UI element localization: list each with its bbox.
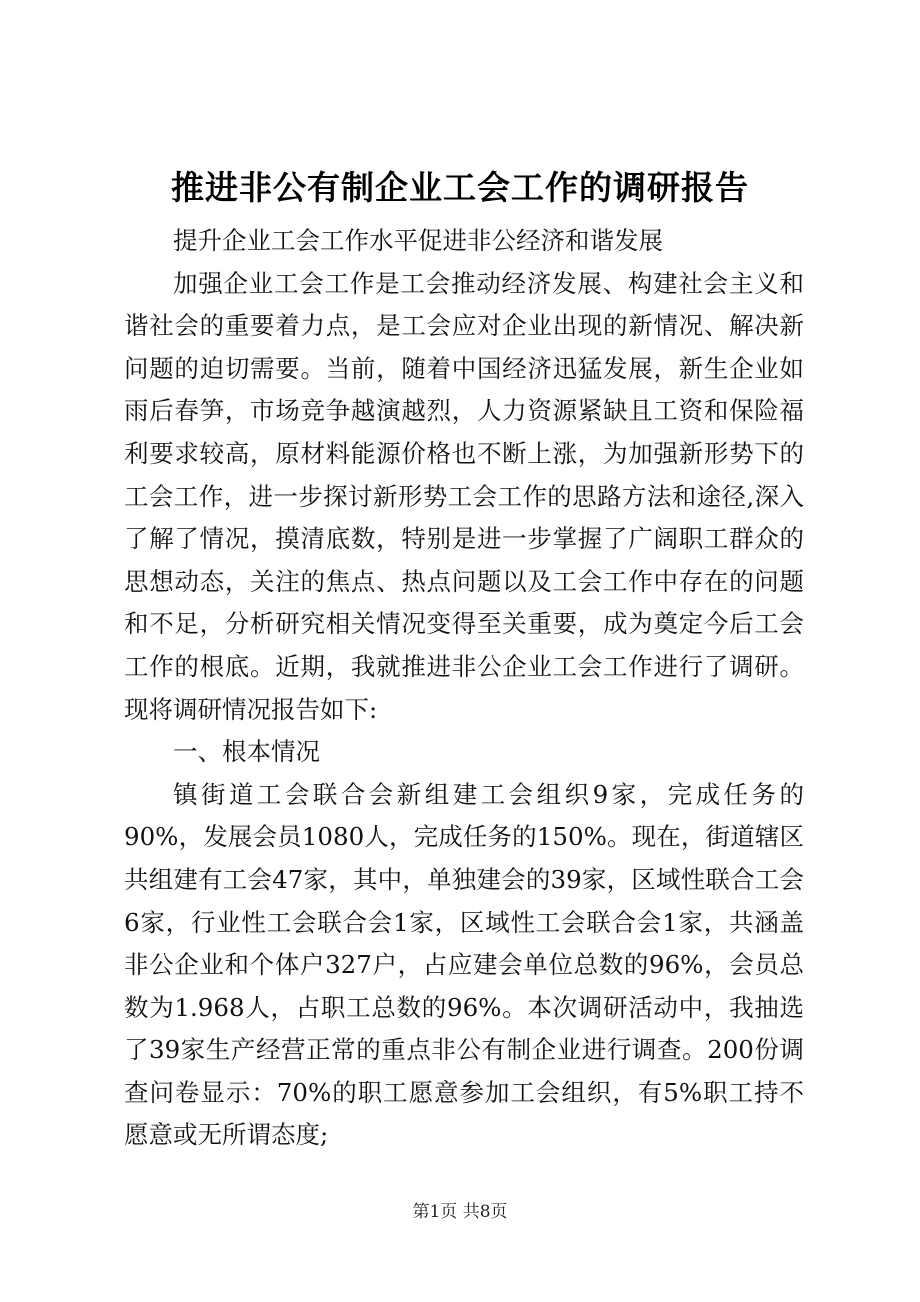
document-title: 推进非公有制企业工会工作的调研报告: [171, 168, 749, 207]
document-body: [124, 220, 804, 1157]
section-heading: 一、根本情况: [173, 737, 320, 767]
body-paragraph-intro: 加强企业工会工作是工会推动经济发展、构建社会主义和谐社会的重要着力点，是工会应对企业出现的新情况、解决新问题的迫切需要。当前，随着中国经济迅猛发展，新生企业如雨后春笋，市场竞争越演越烈，人力资源紧缺且工资和保险福利要求较高，原材料能源价格也不断上涨，为加强新形势下的工会工作，进一步探讨新形势工会工作的思路方法和途径,深入了解了情况，摸清底数，特别是进一步掌握了广阔职工群众的思想动态，关注的焦点、热点问题以及工会工作中存在的问题和不足，分析研究相关情况变得至关重要，成为奠定今后工会工作的根底。近期，我就推进非公企业工会工作进行了调研。现将调研情况报告如下:: [124, 268, 804, 724]
page-footer: 第1页 共8页: [412, 1202, 508, 1222]
body-paragraph-statistics: 镇街道工会联合会新组建工会组织9家，完成任务的90%，发展会员1080人，完成任务的150%。现在，街道辖区共组建有工会47家，其中，单独建会的39家，区域性联合工会6家，行业性工会联合会1家，区域性工会联合会1家，共涵盖非公企业和个体户327户，占应建会单位总数的96%，会员总数为1.968人，占职工总数的96%。本次调研活动中，我抽选了39家生产经营正常的重点非公有制企业进行调查。200份调查问卷显示：70%的职工愿意参加工会组织，有5%职工持不愿意或无所谓态度;: [124, 779, 804, 1150]
subtitle-paragraph: 提升企业工会工作水平促进非公经济和谐发展: [173, 226, 663, 255]
